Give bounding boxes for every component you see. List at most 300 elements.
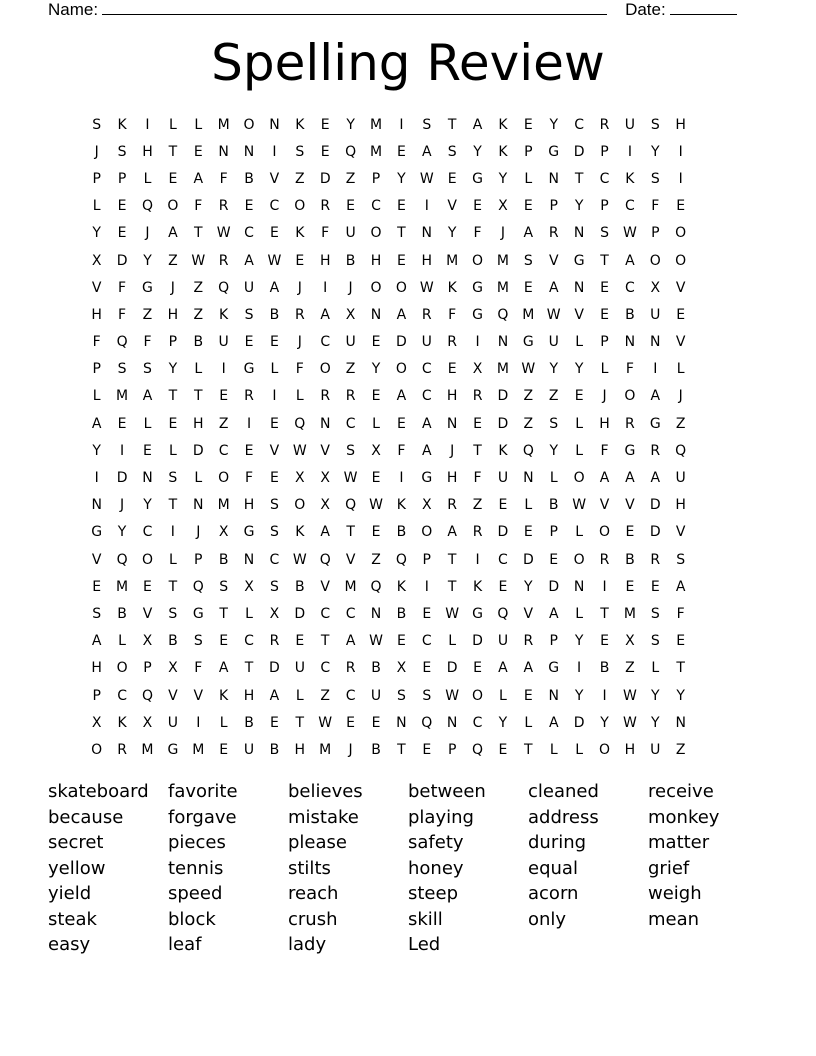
- grid-letter[interactable]: L: [499, 687, 507, 704]
- grid-letter[interactable]: R: [472, 524, 483, 541]
- grid-letter[interactable]: L: [575, 524, 584, 541]
- grid-letter[interactable]: Q: [345, 143, 357, 160]
- grid-letter[interactable]: L: [372, 415, 380, 432]
- grid-letter[interactable]: V: [447, 198, 457, 215]
- grid-letter[interactable]: O: [624, 388, 636, 405]
- grid-letter[interactable]: N: [548, 170, 559, 187]
- grid-letter[interactable]: H: [243, 497, 255, 514]
- grid-letter[interactable]: A: [447, 524, 457, 541]
- grid-letter[interactable]: P: [524, 143, 533, 160]
- grid-letter[interactable]: W: [572, 497, 587, 514]
- grid-letter[interactable]: E: [168, 415, 178, 432]
- grid-letter[interactable]: N: [91, 497, 102, 514]
- grid-letter[interactable]: V: [168, 687, 178, 704]
- grid-letter[interactable]: S: [650, 633, 660, 650]
- grid-letter[interactable]: X: [168, 660, 178, 677]
- grid-letter[interactable]: E: [371, 524, 381, 541]
- grid-letter[interactable]: E: [600, 306, 609, 323]
- grid-letter[interactable]: R: [320, 198, 331, 215]
- grid-letter[interactable]: J: [94, 143, 99, 160]
- grid-letter[interactable]: E: [422, 605, 432, 622]
- grid-letter[interactable]: E: [473, 660, 482, 677]
- grid-letter[interactable]: E: [270, 714, 279, 731]
- grid-letter[interactable]: W: [445, 605, 460, 622]
- grid-letter[interactable]: T: [447, 551, 457, 568]
- grid-letter[interactable]: M: [446, 252, 459, 269]
- grid-letter[interactable]: S: [269, 524, 279, 541]
- grid-letter[interactable]: A: [625, 470, 635, 487]
- grid-letter[interactable]: H: [675, 497, 686, 514]
- grid-letter[interactable]: B: [244, 170, 254, 187]
- grid-letter[interactable]: B: [244, 714, 254, 731]
- grid-letter[interactable]: I: [653, 361, 658, 378]
- grid-letter[interactable]: Y: [371, 361, 381, 378]
- grid-letter[interactable]: S: [422, 687, 432, 704]
- grid-letter[interactable]: U: [243, 279, 255, 296]
- grid-letter[interactable]: M: [369, 143, 383, 160]
- grid-letter[interactable]: C: [269, 198, 280, 215]
- grid-letter[interactable]: I: [272, 388, 277, 405]
- grid-letter[interactable]: B: [117, 605, 127, 622]
- grid-letter[interactable]: Y: [92, 442, 101, 459]
- grid-letter[interactable]: J: [450, 442, 455, 459]
- grid-letter[interactable]: E: [625, 524, 635, 541]
- grid-letter[interactable]: E: [600, 633, 609, 650]
- grid-letter[interactable]: Y: [143, 497, 152, 514]
- grid-letter[interactable]: X: [371, 442, 381, 459]
- grid-letter[interactable]: M: [522, 306, 535, 323]
- grid-letter[interactable]: H: [599, 415, 610, 432]
- grid-letter[interactable]: S: [295, 143, 305, 160]
- grid-letter[interactable]: G: [624, 442, 636, 459]
- grid-letter[interactable]: N: [675, 714, 686, 731]
- grid-letter[interactable]: N: [370, 605, 382, 622]
- grid-letter[interactable]: U: [167, 714, 178, 731]
- grid-letter[interactable]: R: [345, 660, 356, 677]
- grid-letter[interactable]: I: [424, 198, 429, 215]
- grid-letter[interactable]: O: [472, 687, 484, 704]
- grid-letter[interactable]: C: [421, 633, 432, 650]
- grid-letter[interactable]: E: [498, 741, 508, 758]
- grid-letter[interactable]: O: [598, 524, 611, 541]
- grid-letter[interactable]: G: [91, 524, 103, 541]
- grid-letter[interactable]: S: [244, 306, 254, 323]
- grid-letter[interactable]: S: [447, 143, 457, 160]
- grid-letter[interactable]: Y: [117, 524, 127, 541]
- grid-letter[interactable]: P: [447, 741, 457, 758]
- grid-letter[interactable]: E: [625, 578, 635, 595]
- grid-letter[interactable]: Y: [651, 687, 660, 704]
- grid-letter[interactable]: L: [676, 361, 685, 378]
- grid-letter[interactable]: Z: [675, 415, 686, 432]
- grid-letter[interactable]: Y: [574, 687, 584, 704]
- name-blank-line[interactable]: [102, 0, 607, 15]
- grid-letter[interactable]: W: [622, 225, 637, 242]
- grid-letter[interactable]: I: [221, 361, 226, 378]
- grid-letter[interactable]: A: [650, 470, 661, 487]
- grid-letter[interactable]: L: [524, 714, 533, 731]
- grid-letter[interactable]: V: [625, 497, 635, 514]
- grid-letter[interactable]: D: [649, 524, 661, 541]
- grid-letter[interactable]: S: [168, 605, 178, 622]
- grid-letter[interactable]: E: [371, 334, 381, 351]
- grid-letter[interactable]: A: [599, 470, 610, 487]
- grid-letter[interactable]: P: [600, 198, 609, 215]
- grid-letter[interactable]: N: [523, 470, 534, 487]
- grid-letter[interactable]: I: [196, 714, 201, 731]
- grid-letter[interactable]: E: [219, 388, 229, 405]
- grid-letter[interactable]: E: [523, 524, 533, 541]
- grid-letter[interactable]: C: [472, 714, 483, 731]
- grid-letter[interactable]: M: [141, 741, 154, 758]
- grid-letter[interactable]: L: [118, 633, 126, 650]
- grid-letter[interactable]: Q: [116, 334, 128, 351]
- grid-letter[interactable]: V: [142, 605, 153, 622]
- grid-letter[interactable]: H: [624, 741, 636, 758]
- grid-letter[interactable]: A: [91, 415, 102, 432]
- grid-letter[interactable]: C: [244, 225, 254, 242]
- grid-letter[interactable]: L: [575, 442, 584, 459]
- grid-letter[interactable]: V: [675, 334, 686, 351]
- grid-letter[interactable]: S: [168, 470, 178, 487]
- grid-letter[interactable]: T: [193, 225, 203, 242]
- grid-letter[interactable]: E: [676, 198, 686, 215]
- grid-letter[interactable]: O: [573, 551, 585, 568]
- grid-letter[interactable]: T: [320, 633, 330, 650]
- grid-letter[interactable]: M: [217, 116, 230, 133]
- grid-letter[interactable]: I: [170, 524, 175, 541]
- grid-letter[interactable]: D: [116, 470, 128, 487]
- grid-letter[interactable]: C: [117, 687, 127, 704]
- grid-letter[interactable]: L: [92, 388, 101, 405]
- grid-letter[interactable]: B: [168, 633, 178, 650]
- grid-letter[interactable]: J: [678, 388, 683, 405]
- grid-letter[interactable]: V: [548, 252, 559, 269]
- grid-letter[interactable]: G: [649, 415, 661, 432]
- grid-letter[interactable]: O: [141, 551, 153, 568]
- grid-letter[interactable]: K: [396, 497, 406, 514]
- grid-letter[interactable]: Z: [625, 660, 635, 677]
- grid-letter[interactable]: C: [244, 633, 254, 650]
- grid-letter[interactable]: W: [521, 361, 536, 378]
- grid-letter[interactable]: D: [472, 633, 483, 650]
- grid-letter[interactable]: A: [396, 306, 407, 323]
- grid-letter[interactable]: O: [167, 198, 179, 215]
- grid-letter[interactable]: W: [216, 225, 231, 242]
- grid-letter[interactable]: T: [168, 497, 178, 514]
- grid-letter[interactable]: Q: [497, 306, 509, 323]
- grid-letter[interactable]: T: [168, 388, 178, 405]
- grid-letter[interactable]: D: [548, 578, 560, 595]
- grid-letter[interactable]: B: [295, 578, 305, 595]
- grid-letter[interactable]: L: [575, 605, 584, 622]
- grid-letter[interactable]: X: [472, 361, 483, 378]
- grid-letter[interactable]: C: [345, 415, 356, 432]
- grid-letter[interactable]: E: [422, 660, 432, 677]
- grid-letter[interactable]: Q: [497, 605, 509, 622]
- grid-letter[interactable]: C: [498, 551, 508, 568]
- grid-letter[interactable]: L: [92, 198, 101, 215]
- grid-letter[interactable]: S: [269, 578, 279, 595]
- grid-letter[interactable]: N: [243, 143, 255, 160]
- grid-letter[interactable]: Y: [676, 687, 685, 704]
- grid-letter[interactable]: R: [345, 388, 356, 405]
- grid-letter[interactable]: I: [602, 578, 607, 595]
- grid-letter[interactable]: B: [548, 497, 559, 514]
- grid-letter[interactable]: O: [294, 497, 306, 514]
- grid-letter[interactable]: Y: [168, 361, 178, 378]
- grid-letter[interactable]: S: [650, 116, 660, 133]
- grid-letter[interactable]: Q: [141, 198, 153, 215]
- grid-letter[interactable]: B: [625, 306, 635, 323]
- grid-letter[interactable]: T: [447, 578, 457, 595]
- grid-letter[interactable]: R: [269, 633, 280, 650]
- grid-letter[interactable]: A: [523, 225, 534, 242]
- grid-letter[interactable]: B: [396, 524, 407, 541]
- grid-letter[interactable]: X: [91, 252, 102, 269]
- grid-letter[interactable]: K: [219, 306, 229, 323]
- grid-letter[interactable]: T: [295, 714, 305, 731]
- grid-letter[interactable]: Z: [548, 388, 559, 405]
- grid-letter[interactable]: O: [675, 252, 687, 269]
- grid-letter[interactable]: E: [371, 714, 381, 731]
- grid-letter[interactable]: C: [574, 116, 584, 133]
- grid-letter[interactable]: B: [371, 741, 381, 758]
- grid-letter[interactable]: S: [117, 361, 127, 378]
- grid-letter[interactable]: H: [91, 660, 102, 677]
- grid-letter[interactable]: W: [343, 470, 358, 487]
- grid-letter[interactable]: I: [145, 116, 150, 133]
- grid-letter[interactable]: E: [117, 415, 127, 432]
- grid-letter[interactable]: E: [523, 198, 533, 215]
- grid-letter[interactable]: L: [524, 170, 533, 187]
- grid-letter[interactable]: A: [142, 388, 153, 405]
- grid-letter[interactable]: K: [219, 687, 229, 704]
- grid-letter[interactable]: L: [549, 470, 558, 487]
- grid-letter[interactable]: P: [549, 633, 558, 650]
- grid-letter[interactable]: C: [345, 605, 356, 622]
- grid-letter[interactable]: Q: [116, 551, 128, 568]
- grid-letter[interactable]: F: [473, 470, 482, 487]
- grid-letter[interactable]: K: [295, 116, 305, 133]
- grid-letter[interactable]: E: [346, 714, 356, 731]
- grid-letter[interactable]: V: [91, 279, 102, 296]
- grid-letter[interactable]: D: [395, 334, 407, 351]
- grid-letter[interactable]: W: [445, 687, 460, 704]
- grid-letter[interactable]: E: [320, 143, 330, 160]
- grid-letter[interactable]: Y: [651, 143, 660, 160]
- grid-letter[interactable]: M: [496, 279, 509, 296]
- grid-letter[interactable]: X: [320, 470, 330, 487]
- grid-letter[interactable]: M: [623, 605, 636, 622]
- grid-letter[interactable]: A: [548, 605, 559, 622]
- grid-letter[interactable]: D: [116, 252, 128, 269]
- grid-letter[interactable]: C: [421, 388, 432, 405]
- grid-letter[interactable]: T: [168, 578, 178, 595]
- grid-letter[interactable]: G: [472, 170, 483, 187]
- grid-letter[interactable]: Q: [472, 741, 484, 758]
- grid-letter[interactable]: U: [243, 741, 255, 758]
- grid-letter[interactable]: E: [396, 252, 406, 269]
- grid-letter[interactable]: B: [193, 334, 204, 351]
- grid-letter[interactable]: S: [269, 497, 279, 514]
- grid-letter[interactable]: P: [422, 551, 431, 568]
- grid-letter[interactable]: H: [446, 388, 458, 405]
- grid-letter[interactable]: G: [243, 361, 255, 378]
- grid-letter[interactable]: W: [267, 252, 282, 269]
- grid-letter[interactable]: Q: [395, 551, 407, 568]
- grid-letter[interactable]: N: [573, 578, 585, 595]
- grid-letter[interactable]: G: [522, 334, 534, 351]
- grid-letter[interactable]: B: [218, 551, 229, 568]
- grid-letter[interactable]: D: [522, 551, 534, 568]
- grid-letter[interactable]: X: [345, 306, 356, 323]
- grid-letter[interactable]: E: [117, 198, 127, 215]
- grid-letter[interactable]: L: [168, 442, 177, 459]
- grid-letter[interactable]: I: [424, 578, 429, 595]
- grid-letter[interactable]: Z: [320, 687, 330, 704]
- grid-letter[interactable]: A: [421, 442, 432, 459]
- grid-letter[interactable]: O: [649, 252, 661, 269]
- grid-letter[interactable]: R: [523, 633, 534, 650]
- grid-letter[interactable]: R: [447, 497, 458, 514]
- grid-letter[interactable]: U: [497, 470, 509, 487]
- grid-letter[interactable]: U: [421, 334, 432, 351]
- grid-letter[interactable]: C: [625, 198, 635, 215]
- grid-letter[interactable]: N: [243, 551, 255, 568]
- grid-letter[interactable]: O: [91, 741, 103, 758]
- grid-letter[interactable]: K: [472, 578, 483, 595]
- grid-letter[interactable]: V: [574, 306, 584, 323]
- grid-letter[interactable]: U: [650, 306, 661, 323]
- grid-letter[interactable]: Y: [473, 143, 482, 160]
- grid-letter[interactable]: L: [448, 633, 457, 650]
- grid-letter[interactable]: I: [678, 143, 683, 160]
- grid-letter[interactable]: P: [371, 170, 381, 187]
- grid-letter[interactable]: P: [92, 170, 101, 187]
- grid-letter[interactable]: Y: [92, 225, 101, 242]
- grid-letter[interactable]: C: [345, 687, 356, 704]
- grid-letter[interactable]: J: [348, 279, 353, 296]
- grid-letter[interactable]: L: [143, 170, 152, 187]
- grid-letter[interactable]: H: [192, 415, 204, 432]
- grid-letter[interactable]: J: [170, 279, 175, 296]
- grid-letter[interactable]: B: [269, 741, 280, 758]
- grid-letter[interactable]: A: [168, 225, 178, 242]
- grid-letter[interactable]: J: [145, 225, 150, 242]
- grid-letter[interactable]: H: [446, 470, 458, 487]
- grid-letter[interactable]: A: [548, 279, 559, 296]
- grid-letter[interactable]: A: [91, 633, 102, 650]
- grid-letter[interactable]: S: [676, 551, 686, 568]
- grid-letter[interactable]: J: [196, 524, 201, 541]
- grid-letter[interactable]: I: [399, 116, 404, 133]
- grid-letter[interactable]: R: [548, 225, 559, 242]
- grid-letter[interactable]: R: [294, 306, 305, 323]
- grid-letter[interactable]: A: [269, 687, 280, 704]
- grid-letter[interactable]: N: [396, 714, 407, 731]
- grid-letter[interactable]: R: [447, 334, 458, 351]
- grid-letter[interactable]: Q: [141, 687, 153, 704]
- grid-letter[interactable]: W: [292, 551, 307, 568]
- grid-letter[interactable]: A: [523, 660, 534, 677]
- grid-letter[interactable]: H: [294, 741, 306, 758]
- grid-letter[interactable]: C: [421, 361, 432, 378]
- grid-letter[interactable]: O: [116, 660, 128, 677]
- grid-letter[interactable]: F: [118, 279, 127, 296]
- grid-letter[interactable]: X: [91, 714, 102, 731]
- grid-letter[interactable]: A: [396, 388, 407, 405]
- grid-letter[interactable]: E: [270, 470, 279, 487]
- grid-letter[interactable]: G: [421, 470, 433, 487]
- grid-letter[interactable]: J: [120, 497, 125, 514]
- grid-letter[interactable]: R: [421, 306, 432, 323]
- grid-letter[interactable]: S: [650, 605, 660, 622]
- grid-letter[interactable]: R: [650, 442, 661, 459]
- grid-letter[interactable]: Z: [218, 415, 229, 432]
- grid-letter[interactable]: O: [395, 361, 407, 378]
- grid-letter[interactable]: N: [497, 334, 509, 351]
- grid-letter[interactable]: I: [323, 279, 328, 296]
- grid-letter[interactable]: O: [573, 470, 585, 487]
- grid-letter[interactable]: O: [421, 524, 433, 541]
- grid-letter[interactable]: Z: [523, 388, 534, 405]
- grid-letter[interactable]: E: [498, 497, 508, 514]
- grid-letter[interactable]: A: [421, 415, 432, 432]
- grid-letter[interactable]: Z: [345, 170, 356, 187]
- grid-letter[interactable]: M: [192, 741, 205, 758]
- grid-letter[interactable]: F: [651, 198, 660, 215]
- grid-letter[interactable]: F: [321, 225, 330, 242]
- grid-letter[interactable]: A: [345, 633, 356, 650]
- grid-letter[interactable]: X: [396, 660, 407, 677]
- grid-letter[interactable]: T: [574, 170, 584, 187]
- grid-letter[interactable]: J: [602, 388, 607, 405]
- grid-letter[interactable]: K: [295, 524, 305, 541]
- grid-letter[interactable]: G: [548, 660, 560, 677]
- grid-letter[interactable]: F: [118, 306, 127, 323]
- grid-letter[interactable]: E: [168, 170, 178, 187]
- grid-letter[interactable]: U: [624, 116, 636, 133]
- grid-letter[interactable]: R: [244, 388, 254, 405]
- grid-letter[interactable]: N: [193, 497, 204, 514]
- grid-letter[interactable]: S: [219, 578, 229, 595]
- grid-letter[interactable]: S: [143, 361, 152, 378]
- grid-letter[interactable]: V: [269, 442, 280, 459]
- grid-letter[interactable]: N: [421, 225, 433, 242]
- grid-letter[interactable]: I: [246, 415, 252, 432]
- grid-letter[interactable]: X: [269, 605, 280, 622]
- grid-letter[interactable]: Z: [371, 551, 381, 568]
- grid-letter[interactable]: N: [548, 687, 559, 704]
- grid-letter[interactable]: X: [625, 633, 635, 650]
- grid-letter[interactable]: K: [498, 143, 508, 160]
- grid-letter[interactable]: D: [446, 660, 458, 677]
- grid-letter[interactable]: T: [168, 143, 178, 160]
- grid-letter[interactable]: G: [548, 143, 560, 160]
- grid-letter[interactable]: V: [320, 578, 330, 595]
- grid-letter[interactable]: H: [167, 306, 179, 323]
- grid-letter[interactable]: W: [292, 442, 307, 459]
- grid-letter[interactable]: V: [345, 551, 356, 568]
- grid-letter[interactable]: L: [168, 551, 177, 568]
- grid-letter[interactable]: E: [193, 143, 203, 160]
- grid-letter[interactable]: E: [244, 198, 254, 215]
- grid-letter[interactable]: A: [625, 252, 635, 269]
- grid-letter[interactable]: Y: [574, 361, 584, 378]
- grid-letter[interactable]: X: [218, 524, 229, 541]
- grid-letter[interactable]: A: [320, 524, 330, 541]
